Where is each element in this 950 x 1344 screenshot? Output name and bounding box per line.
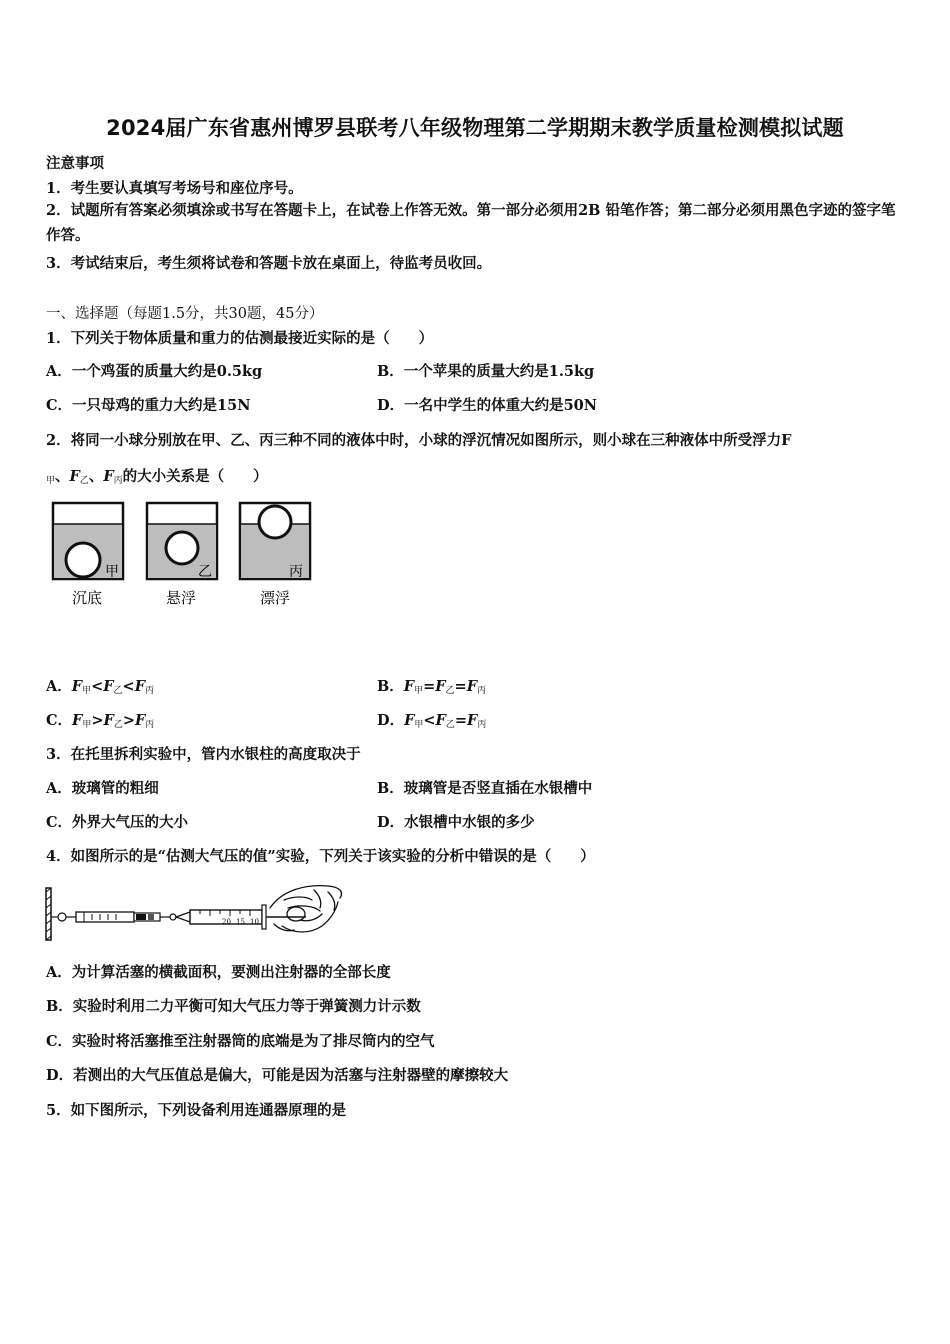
q2-stem-line1: 2．将同一小球分别放在甲、乙、丙三种不同的液体中时，小球的浮沉情况如图所示，则小球在三种液体中所受浮力F xyxy=(46,432,792,449)
label-suspend: 悬浮 xyxy=(166,589,197,607)
subscript-jia: 甲 xyxy=(414,686,424,696)
force-symbol: F xyxy=(103,468,114,485)
force-symbol: F xyxy=(103,712,114,729)
hand-icon xyxy=(270,886,342,932)
force-symbol: F xyxy=(435,678,446,695)
option-letter: B． xyxy=(377,678,404,695)
relation-op: < xyxy=(423,712,436,729)
tag-yi: 乙 xyxy=(198,564,212,580)
relation-op: = xyxy=(454,712,468,729)
force-symbol: F xyxy=(69,468,80,485)
subscript-bing: 丙 xyxy=(145,720,155,730)
buoyancy-figure xyxy=(48,498,318,613)
relation-op: = xyxy=(454,678,467,695)
relation-op: > xyxy=(122,712,135,729)
notice-item-1: 1．考生要认真填写考场号和座位序号。 xyxy=(46,180,303,197)
scale-tick-20: 20 xyxy=(222,918,231,926)
force-symbol: F xyxy=(103,678,114,695)
q2-stem-line2: $_甲$、$F_乙$、$F_丙$的大小关系是（ ） xyxy=(46,468,268,486)
q4-option-d: D．若测出的大气压值总是偏大，可能是因为活塞与注射器壁的摩擦较大 xyxy=(46,1067,509,1084)
q1-option-d: D．一名中学生的体重大约是50N xyxy=(377,397,598,414)
notice-heading: 注意事项 xyxy=(46,155,104,172)
container-suspend xyxy=(147,503,217,580)
subscript-jia: 甲 xyxy=(46,476,56,486)
q4-option-b: B．实验时利用二力平衡可知大气压力等于弹簧测力计示数 xyxy=(46,998,421,1015)
notice-item-2: 2．试题所有答案必须填涂或书写在答题卡上，在试卷上作答无效。第一部分必须用2B 铅笔作答；第二部分必须用黑色字迹的签字笔作答。 xyxy=(46,202,896,244)
force-symbol: F xyxy=(71,678,83,695)
label-sink: 沉底 xyxy=(72,589,103,607)
force-symbol: F xyxy=(72,712,83,729)
relation-op: < xyxy=(122,678,135,695)
container-float xyxy=(240,503,310,580)
subscript-jia: 甲 xyxy=(82,720,92,730)
force-symbol: F xyxy=(404,712,415,729)
relation-op: = xyxy=(423,678,436,695)
q5-stem: 5．如下图所示，下列设备利用连通器原理的是 xyxy=(46,1102,347,1119)
subscript-yi: 乙 xyxy=(445,720,455,730)
option-letter: C． xyxy=(46,712,73,729)
q1-option-c: C．一只母鸡的重力大约是15N xyxy=(46,397,251,414)
option-letter: D． xyxy=(377,712,405,729)
q1-option-b: B．一个苹果的质量大约是1.5kg xyxy=(377,363,595,380)
page-title: 2024届广东省惠州博罗县联考八年级物理第二学期期末教学质量检测模拟试题 xyxy=(106,116,844,140)
subscript-yi: 乙 xyxy=(113,686,123,696)
q2-option-a xyxy=(46,675,154,696)
relation-op: > xyxy=(91,712,104,729)
force-symbol: F xyxy=(134,712,146,729)
q3-option-d: D．水银槽中水银的多少 xyxy=(377,814,535,831)
section-heading: 一、选择题（每题1.5分，共30题，45分） xyxy=(46,306,324,322)
q2-stem-tail: 的大小关系是（ ） xyxy=(122,468,268,485)
force-symbol: F xyxy=(403,678,415,695)
q3-option-c: C．外界大气压的大小 xyxy=(46,814,189,831)
force-symbol: F xyxy=(134,678,145,695)
tag-bing: 丙 xyxy=(289,564,303,580)
q1-stem: 1．下列关于物体质量和重力的估测最接近实际的是（ ） xyxy=(46,330,434,347)
scale-tick-15: 15 xyxy=(236,918,245,926)
force-symbol: F xyxy=(466,678,477,695)
relation-op: < xyxy=(91,678,104,695)
syringe-experiment-figure xyxy=(44,878,344,944)
subscript-yi: 乙 xyxy=(445,686,455,696)
force-symbol: F xyxy=(435,712,446,729)
q3-stem: 3．在托里拆利实验中，管内水银柱的高度取决于 xyxy=(46,746,361,763)
scale-tick-10: 10 xyxy=(250,918,259,926)
subscript-bing: 丙 xyxy=(113,476,123,486)
q3-option-b: B．玻璃管是否竖直插在水银槽中 xyxy=(377,780,593,797)
container-sink xyxy=(53,503,123,580)
subscript-yi: 乙 xyxy=(113,720,123,730)
subscript-bing: 丙 xyxy=(477,720,487,730)
tag-jia: 甲 xyxy=(105,564,119,580)
q4-option-c: C．实验时将活塞推至注射器筒的底端是为了排尽筒内的空气 xyxy=(46,1033,435,1050)
q2-option-d xyxy=(377,709,486,730)
subscript-bing: 丙 xyxy=(477,686,487,696)
q1-option-a: A．一个鸡蛋的质量大约是0.5kg xyxy=(46,363,263,380)
notice-item-3: 3．考试结束后，考生须将试卷和答题卡放在桌面上，待监考员收回。 xyxy=(46,255,492,272)
subscript-jia: 甲 xyxy=(414,720,424,730)
q4-stem: 4．如图所示的是“估测大气压的值”实验，下列关于该实验的分析中错误的是（ ） xyxy=(46,848,595,865)
q2-option-b xyxy=(377,675,486,696)
q4-option-a: A．为计算活塞的横截面积，要测出注射器的全部长度 xyxy=(46,964,391,981)
subscript-jia: 甲 xyxy=(82,686,92,696)
label-float: 漂浮 xyxy=(260,589,291,607)
option-letter: A． xyxy=(46,678,72,695)
force-symbol: F xyxy=(467,712,478,729)
q2-option-c xyxy=(46,709,154,730)
subscript-bing: 丙 xyxy=(145,686,155,696)
subscript-yi: 乙 xyxy=(79,476,89,486)
q3-option-a: A．玻璃管的粗细 xyxy=(46,780,159,797)
